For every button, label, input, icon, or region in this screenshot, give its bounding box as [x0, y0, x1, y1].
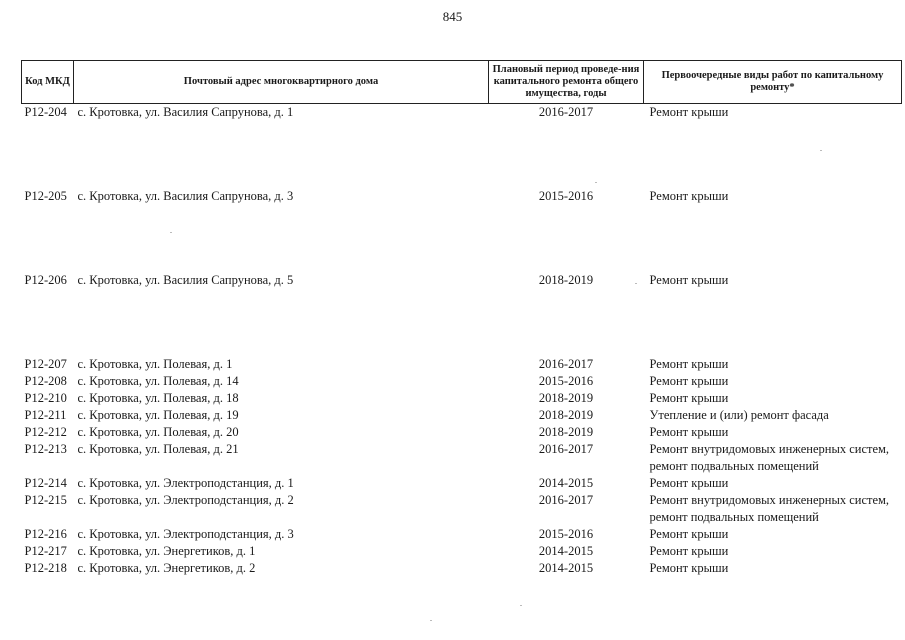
cell-code: Р12-218 — [24, 561, 67, 575]
cell-works: Ремонт крыши — [649, 527, 729, 541]
header-works: Первоочередные виды работ по капитальному ремонту* — [644, 61, 902, 104]
cell-period: 2016-2017 — [538, 357, 594, 371]
cell-address: с. Кротовка, ул. Электроподстанция, д. 2 — [77, 493, 294, 507]
cell-works: Ремонт крыши — [649, 105, 729, 119]
table-row — [22, 373, 902, 390]
cell-works: Ремонт крыши — [649, 374, 729, 388]
table-row — [22, 475, 902, 492]
page-number: 845 — [442, 9, 463, 24]
cell-period: 2018-2019 — [538, 391, 594, 405]
cell-address: с. Кротовка, ул. Электроподстанция, д. 3 — [77, 527, 294, 541]
cell-code: Р12-204 — [24, 105, 67, 119]
cell-period: 2018-2019 — [538, 408, 594, 422]
header-period: Плановый период проведе-ния капитального ремонта общего имущества, годы — [489, 61, 644, 104]
cell-works: Ремонт крыши — [649, 357, 729, 371]
cell-period: 2018-2019 — [538, 273, 594, 287]
cell-period: 2016-2017 — [538, 105, 594, 119]
cell-period: 2014-2015 — [538, 561, 594, 575]
cell-works: Ремонт крыши — [649, 561, 729, 575]
scan-speck — [170, 232, 172, 233]
scan-speck — [820, 150, 822, 151]
cell-period: 2014-2015 — [538, 476, 594, 490]
cell-code: Р12-211 — [24, 408, 67, 422]
table-row — [22, 492, 902, 526]
cell-code: Р12-212 — [24, 425, 67, 439]
cell-code: Р12-206 — [24, 273, 67, 287]
cell-address: с. Кротовка, ул. Полевая, д. 1 — [77, 357, 233, 371]
scan-speck — [430, 620, 432, 621]
cell-code: Р12-207 — [24, 357, 67, 371]
cell-code: Р12-208 — [24, 374, 67, 388]
cell-address: с. Кротовка, ул. Полевая, д. 14 — [77, 374, 239, 388]
cell-works: Ремонт крыши — [649, 544, 729, 558]
cell-works: Ремонт крыши — [649, 476, 729, 490]
cell-works: Утепление и (или) ремонт фасада — [649, 408, 829, 422]
cell-period: 2015-2016 — [538, 374, 594, 388]
header-code: Код МКД — [22, 61, 74, 104]
table-header-row — [22, 61, 902, 104]
cell-period: 2016-2017 — [538, 442, 594, 456]
cell-works: Ремонт крыши — [649, 273, 729, 287]
scan-speck — [635, 283, 637, 284]
cell-code: Р12-205 — [24, 189, 67, 203]
cell-code: Р12-217 — [24, 544, 67, 558]
cell-address: с. Кротовка, ул. Электроподстанция, д. 1 — [77, 476, 294, 490]
cell-works: Ремонт крыши — [649, 425, 729, 439]
cell-address: с. Кротовка, ул. Полевая, д. 18 — [77, 391, 239, 405]
scan-speck — [520, 605, 522, 606]
table-row — [22, 441, 902, 475]
cell-address: с. Кротовка, ул. Василия Сапрунова, д. 1 — [77, 105, 294, 119]
cell-address: с. Кротовка, ул. Василия Сапрунова, д. 3 — [77, 189, 294, 203]
table-row — [22, 424, 902, 441]
cell-address: с. Кротовка, ул. Полевая, д. 21 — [77, 442, 239, 456]
cell-works: Ремонт внутридомовых инженерных систем, ремонт подвальных помещений — [649, 442, 890, 473]
cell-period: 2018-2019 — [538, 425, 594, 439]
cell-period: 2016-2017 — [538, 493, 594, 507]
cell-address: с. Кротовка, ул. Василия Сапрунова, д. 5 — [77, 273, 294, 287]
table-row — [22, 560, 902, 577]
cell-address: с. Кротовка, ул. Полевая, д. 19 — [77, 408, 239, 422]
cell-works: Ремонт крыши — [649, 391, 729, 405]
table-row — [22, 272, 902, 356]
cell-code: Р12-216 — [24, 527, 67, 541]
cell-address: с. Кротовка, ул. Энергетиков, д. 1 — [77, 544, 256, 558]
scan-speck — [595, 182, 597, 183]
table-row — [22, 188, 902, 272]
table-row — [22, 356, 902, 373]
cell-code: Р12-210 — [24, 391, 67, 405]
cell-works: Ремонт крыши — [649, 189, 729, 203]
cell-code: Р12-214 — [24, 476, 67, 490]
cell-period: 2014-2015 — [538, 544, 594, 558]
table-row — [22, 526, 902, 543]
cell-address: с. Кротовка, ул. Энергетиков, д. 2 — [77, 561, 256, 575]
cell-code: Р12-213 — [24, 442, 67, 456]
table-row — [22, 407, 902, 424]
cell-address: с. Кротовка, ул. Полевая, д. 20 — [77, 425, 239, 439]
table-row — [22, 543, 902, 560]
cell-works: Ремонт внутридомовых инженерных систем, ремонт подвальных помещений — [649, 493, 890, 524]
header-address: Почтовый адрес многоквартирного дома — [74, 61, 489, 104]
cell-period: 2015-2016 — [538, 189, 594, 203]
table-row — [22, 390, 902, 407]
table-row — [22, 104, 902, 189]
cell-period: 2015-2016 — [538, 527, 594, 541]
cell-code: Р12-215 — [24, 493, 67, 507]
capital-repair-table — [21, 60, 902, 577]
